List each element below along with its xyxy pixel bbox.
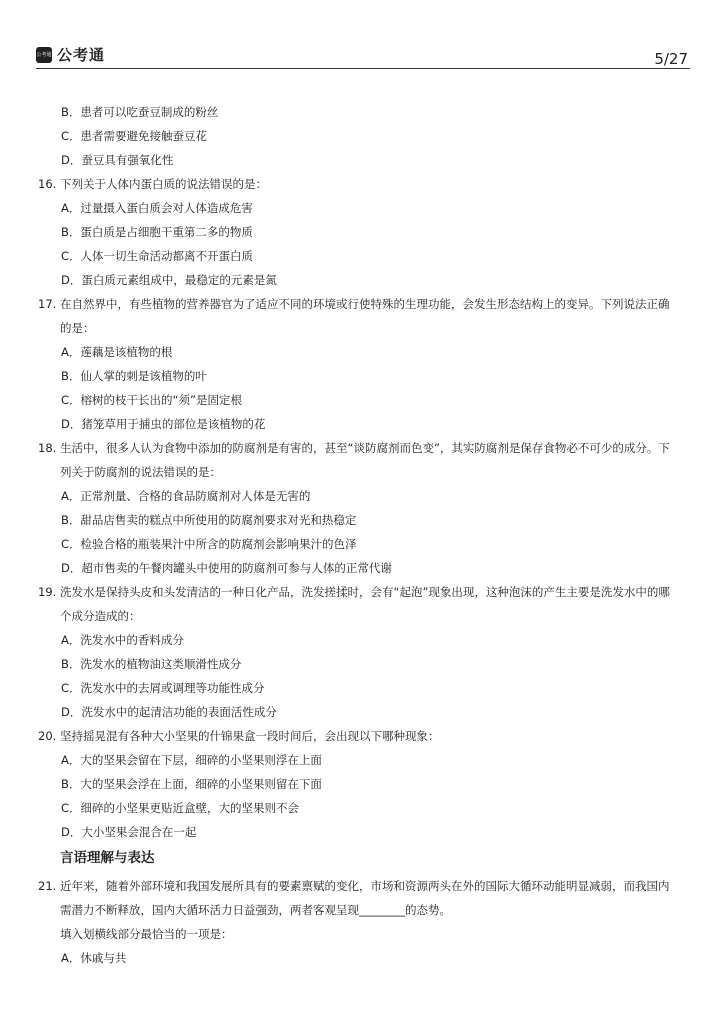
q19-option-c: C．洗发水中的去屑或调理等功能性成分 — [61, 681, 265, 695]
q16-text: 下列关于人体内蛋白质的说法错误的是： — [60, 177, 267, 191]
q20-option-c: C．细碎的小坚果更贴近盒壁，大的坚果则不会 — [61, 801, 300, 815]
q17-text-line2: 的是： — [60, 321, 95, 335]
q20-text: 坚持摇晃混有各种大小坚果的什锦果盒一段时间后，会出现以下哪种现象： — [60, 729, 440, 743]
q20-number: 20. — [38, 729, 57, 743]
q21-stem — [38, 874, 688, 898]
section-title: 言语理解与表达 — [60, 850, 155, 866]
q16-option-b: B．蛋白质是占细胞干重第二多的物质 — [61, 225, 253, 239]
q17-option-b: B．仙人掌的刺是该植物的叶 — [61, 369, 207, 383]
q17-option-c: C．榕树的枝干长出的“须”是固定根 — [61, 393, 242, 407]
q18-stem — [38, 436, 688, 460]
logo-badge-icon: 公考通 — [36, 47, 52, 63]
q18-number: 18. — [38, 441, 57, 455]
q19-number: 19. — [38, 585, 57, 599]
document-body — [38, 100, 688, 970]
q19-stem — [38, 580, 688, 604]
q21-prompt: 填入划横线部分最恰当的一项是： — [60, 927, 233, 941]
q15-option-b: B．患者可以吃蚕豆制成的粉丝 — [61, 105, 219, 119]
q20-option-d: D．大小坚果会混合在一起 — [61, 825, 197, 839]
q16-option-c: C．人体一切生命活动都离不开蛋白质 — [61, 249, 254, 263]
page-header — [36, 40, 690, 69]
q19-text-line2: 个成分造成的： — [60, 609, 141, 623]
q19-option-a: A．洗发水中的香料成分 — [61, 633, 184, 647]
q21-text-line2: 需潜力不断释放，国内大循环活力日益强劲，两者客观呈现________的态势。 — [60, 903, 451, 917]
q17-text-line1: 在自然界中，有些植物的营养器官为了适应不同的环境或行使特殊的生理功能，会发生形态结构上的变异。下列说法正确 — [60, 297, 670, 311]
q15-option-d: D．蚕豆具有强氧化性 — [61, 153, 174, 167]
logo — [36, 44, 105, 65]
q16-stem — [38, 172, 688, 196]
q17-number: 17. — [38, 297, 57, 311]
q20-option-a: A．大的坚果会留在下层，细碎的小坚果则浮在上面 — [61, 753, 322, 767]
q18-option-b: B．甜品店售卖的糕点中所使用的防腐剂要求对光和热稳定 — [61, 513, 357, 527]
q16-option-d: D．蛋白质元素组成中，最稳定的元素是氮 — [61, 273, 277, 287]
q21-text-line1: 近年来，随着外部环境和我国发展所具有的要素禀赋的变化，市场和资源两头在外的国际大循环动能明显减弱，而我国内 — [60, 879, 670, 893]
q21-number: 21. — [38, 879, 57, 893]
q17-option-d: D．猪笼草用于捕虫的部位是该植物的花 — [61, 417, 266, 431]
q16-number: 16. — [38, 177, 57, 191]
q19-option-d: D．洗发水中的起清洁功能的表面活性成分 — [61, 705, 277, 719]
q18-option-d: D．超市售卖的午餐肉罐头中使用的防腐剂可参与人体的正常代谢 — [61, 561, 392, 575]
q18-text-line1: 生活中，很多人认为食物中添加的防腐剂是有害的，甚至“谈防腐剂而色变”，其实防腐剂是保存食物必不可少的成分。下 — [60, 441, 670, 455]
q15-option-c: C．患者需要避免接触蚕豆花 — [61, 129, 208, 143]
q18-option-c: C．检验合格的瓶装果汁中所含的防腐剂会影响果汁的色泽 — [61, 537, 357, 551]
q19-option-b: B．洗发水的植物油这类顺滑性成分 — [61, 657, 242, 671]
q20-option-b: B．大的坚果会浮在上面，细碎的小坚果则留在下面 — [61, 777, 322, 791]
q17-option-a: A．莲藕是该植物的根 — [61, 345, 173, 359]
page-number: 5/27 — [654, 50, 688, 68]
q16-option-a: A．过量摄入蛋白质会对人体造成危害 — [61, 201, 253, 215]
q20-stem — [38, 724, 688, 748]
q19-text-line1: 洗发水是保持头皮和头发清洁的一种日化产品，洗发搓揉时，会有“起泡”现象出现，这种泡沫的产生主要是洗发水中的哪 — [60, 585, 670, 599]
q18-option-a: A．正常剂量、合格的食品防腐剂对人体是无害的 — [61, 489, 311, 503]
q17-stem — [38, 292, 688, 316]
q21-option-a: A．休戚与共 — [61, 951, 127, 965]
q18-text-line2: 列关于防腐剂的说法错误的是： — [60, 465, 221, 479]
logo-text: 公考通 — [57, 46, 106, 64]
